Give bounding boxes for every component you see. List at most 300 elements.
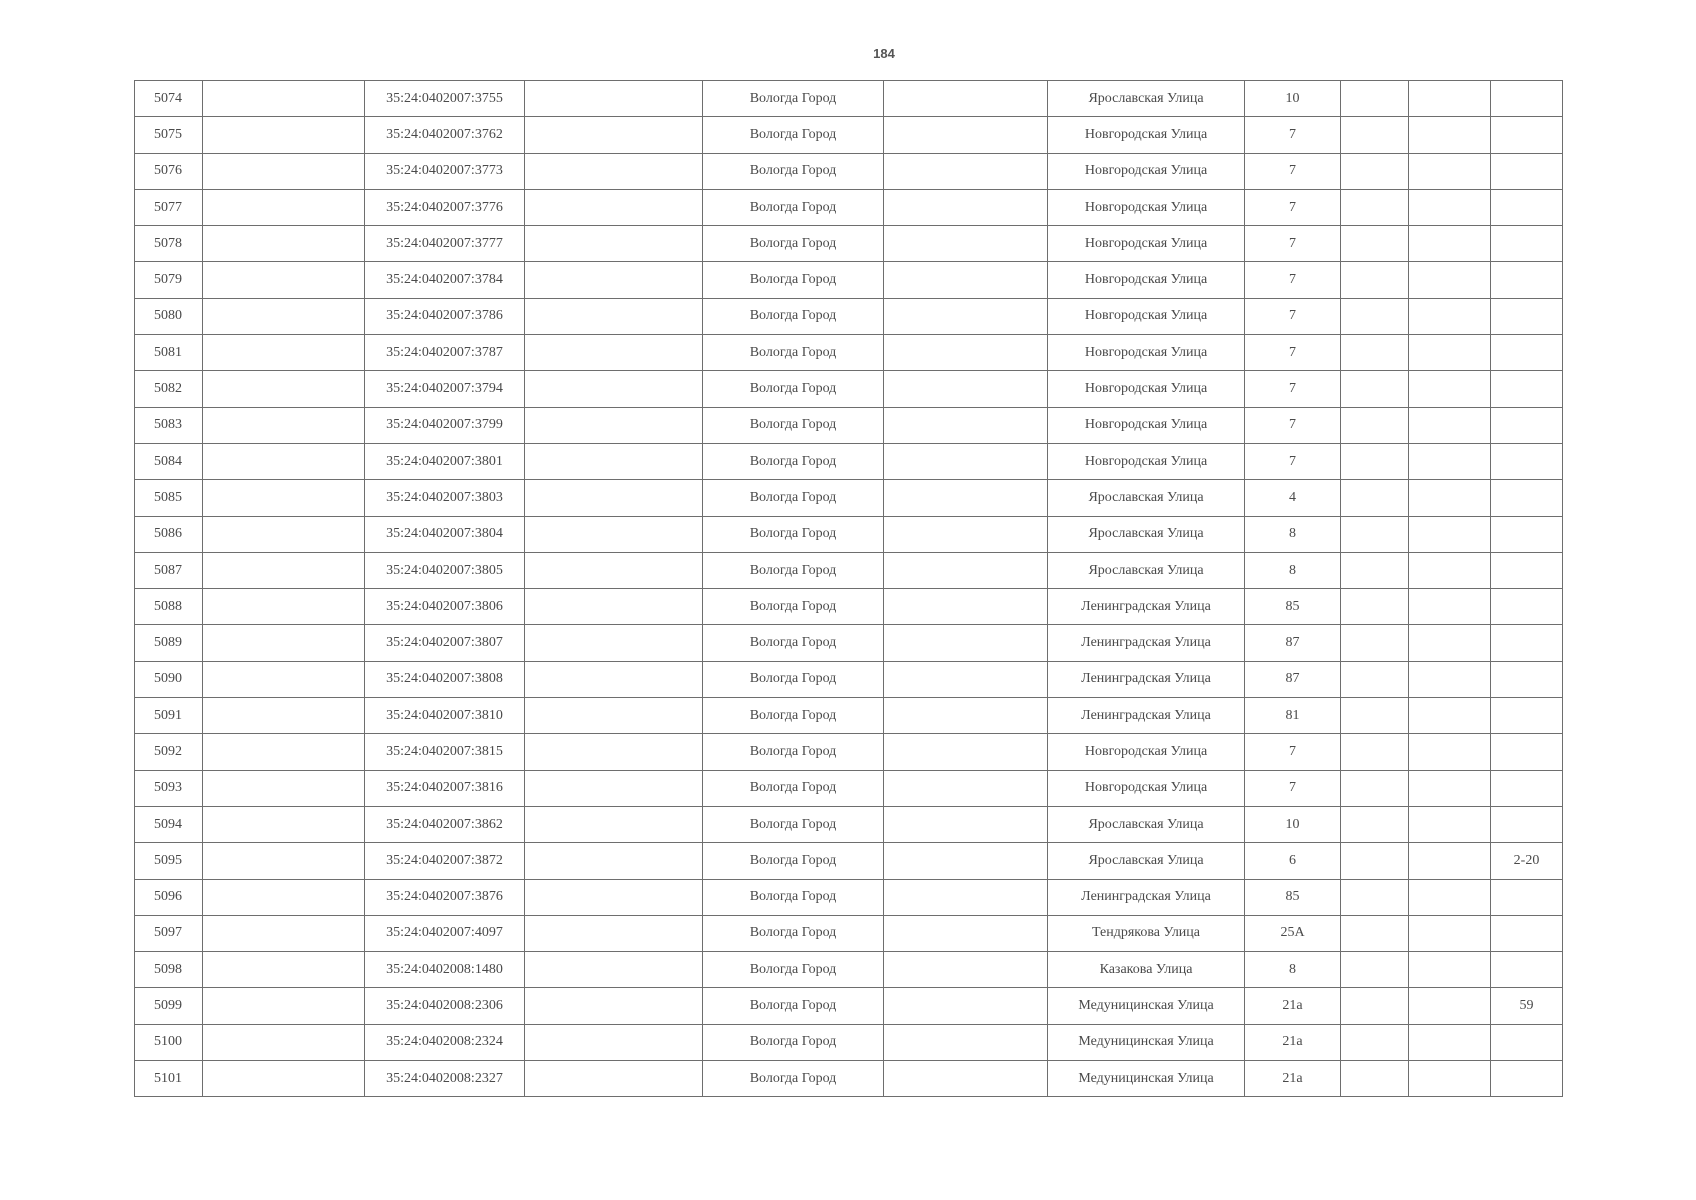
cell-empty xyxy=(1409,189,1491,225)
cell-empty xyxy=(525,843,703,879)
cell-row-number: 5090 xyxy=(135,661,203,697)
cell-row-number: 5088 xyxy=(135,589,203,625)
cell-cadastral-number: 35:24:0402007:3816 xyxy=(365,770,525,806)
cell-street: Новгородская Улица xyxy=(1048,371,1245,407)
cell-row-number: 5083 xyxy=(135,407,203,443)
cell-city: Вологда Город xyxy=(703,516,884,552)
cell-street: Ленинградская Улица xyxy=(1048,879,1245,915)
cell-house: 10 xyxy=(1245,806,1341,842)
cell-apartment xyxy=(1491,189,1563,225)
cell-row-number: 5096 xyxy=(135,879,203,915)
cell-street: Ленинградская Улица xyxy=(1048,698,1245,734)
cell-house: 4 xyxy=(1245,480,1341,516)
cell-city: Вологда Город xyxy=(703,81,884,117)
cell-empty xyxy=(1409,770,1491,806)
table-row xyxy=(135,117,1563,153)
cell-empty xyxy=(1409,371,1491,407)
cell-apartment xyxy=(1491,806,1563,842)
cell-house: 8 xyxy=(1245,952,1341,988)
cell-apartment xyxy=(1491,262,1563,298)
table-row xyxy=(135,262,1563,298)
cell-empty xyxy=(525,81,703,117)
cell-row-number: 5097 xyxy=(135,915,203,951)
cell-street: Тендрякова Улица xyxy=(1048,915,1245,951)
cell-row-number: 5084 xyxy=(135,443,203,479)
cell-empty xyxy=(1409,661,1491,697)
cell-city: Вологда Город xyxy=(703,770,884,806)
cell-empty xyxy=(525,988,703,1024)
cell-city: Вологда Город xyxy=(703,988,884,1024)
cell-city: Вологда Город xyxy=(703,298,884,334)
table-row xyxy=(135,407,1563,443)
cell-row-number: 5082 xyxy=(135,371,203,407)
cell-apartment xyxy=(1491,952,1563,988)
cell-empty xyxy=(203,770,365,806)
cell-empty xyxy=(525,915,703,951)
cell-empty xyxy=(884,952,1048,988)
cell-empty xyxy=(1341,117,1409,153)
cell-empty xyxy=(884,153,1048,189)
cell-cadastral-number: 35:24:0402007:3872 xyxy=(365,843,525,879)
cell-empty xyxy=(525,879,703,915)
cell-empty xyxy=(1409,915,1491,951)
cell-empty xyxy=(1341,806,1409,842)
cell-house: 85 xyxy=(1245,589,1341,625)
cell-empty xyxy=(1341,625,1409,661)
cell-apartment xyxy=(1491,117,1563,153)
cell-empty xyxy=(203,117,365,153)
cell-cadastral-number: 35:24:0402007:3786 xyxy=(365,298,525,334)
cell-city: Вологда Город xyxy=(703,226,884,262)
cell-city: Вологда Город xyxy=(703,734,884,770)
cell-empty xyxy=(1409,698,1491,734)
table-row xyxy=(135,371,1563,407)
cell-empty xyxy=(1409,226,1491,262)
cell-empty xyxy=(1409,1061,1491,1097)
cell-street: Медуницинская Улица xyxy=(1048,1061,1245,1097)
cell-empty xyxy=(1409,879,1491,915)
cell-empty xyxy=(203,806,365,842)
cell-empty xyxy=(1341,189,1409,225)
cell-empty xyxy=(884,516,1048,552)
cell-empty xyxy=(1409,589,1491,625)
table-row xyxy=(135,806,1563,842)
cell-empty xyxy=(1341,988,1409,1024)
cell-cadastral-number: 35:24:0402007:3803 xyxy=(365,480,525,516)
cell-apartment xyxy=(1491,770,1563,806)
cell-empty xyxy=(203,226,365,262)
cell-house: 87 xyxy=(1245,661,1341,697)
cell-apartment xyxy=(1491,81,1563,117)
cell-empty xyxy=(203,81,365,117)
cell-empty xyxy=(1409,81,1491,117)
table-row xyxy=(135,552,1563,588)
cell-apartment xyxy=(1491,298,1563,334)
cell-empty xyxy=(1341,734,1409,770)
cell-apartment xyxy=(1491,915,1563,951)
cell-house: 7 xyxy=(1245,335,1341,371)
cell-empty xyxy=(1409,443,1491,479)
cell-city: Вологда Город xyxy=(703,1024,884,1060)
cell-empty xyxy=(203,843,365,879)
cell-empty xyxy=(1341,226,1409,262)
cell-cadastral-number: 35:24:0402007:3777 xyxy=(365,226,525,262)
cell-empty xyxy=(884,770,1048,806)
table-row xyxy=(135,770,1563,806)
cell-apartment xyxy=(1491,443,1563,479)
cell-apartment xyxy=(1491,552,1563,588)
cell-empty xyxy=(884,81,1048,117)
cell-empty xyxy=(1409,625,1491,661)
cell-house: 7 xyxy=(1245,262,1341,298)
cell-city: Вологда Город xyxy=(703,879,884,915)
cell-cadastral-number: 35:24:0402007:3805 xyxy=(365,552,525,588)
cell-house: 8 xyxy=(1245,552,1341,588)
cell-cadastral-number: 35:24:0402007:3806 xyxy=(365,589,525,625)
cell-cadastral-number: 35:24:0402007:3794 xyxy=(365,371,525,407)
cell-house: 21а xyxy=(1245,988,1341,1024)
cell-empty xyxy=(203,298,365,334)
cell-empty xyxy=(884,262,1048,298)
cell-row-number: 5089 xyxy=(135,625,203,661)
cell-empty xyxy=(1341,443,1409,479)
cell-empty xyxy=(884,407,1048,443)
cell-apartment xyxy=(1491,335,1563,371)
cell-street: Ярославская Улица xyxy=(1048,843,1245,879)
cell-empty xyxy=(525,698,703,734)
register-table xyxy=(134,80,1563,1097)
cell-empty xyxy=(203,1061,365,1097)
cell-empty xyxy=(525,480,703,516)
cell-house: 7 xyxy=(1245,407,1341,443)
cell-house: 21а xyxy=(1245,1061,1341,1097)
cell-street: Ленинградская Улица xyxy=(1048,589,1245,625)
cell-empty xyxy=(1341,552,1409,588)
cell-row-number: 5080 xyxy=(135,298,203,334)
cell-empty xyxy=(525,516,703,552)
cell-house: 21а xyxy=(1245,1024,1341,1060)
cell-empty xyxy=(1409,843,1491,879)
table-row xyxy=(135,843,1563,879)
cell-cadastral-number: 35:24:0402007:3815 xyxy=(365,734,525,770)
cell-empty xyxy=(525,153,703,189)
table-row xyxy=(135,1061,1563,1097)
cell-empty xyxy=(884,625,1048,661)
cell-cadastral-number: 35:24:0402007:3807 xyxy=(365,625,525,661)
cell-street: Ярославская Улица xyxy=(1048,806,1245,842)
cell-house: 81 xyxy=(1245,698,1341,734)
cell-apartment: 2-20 xyxy=(1491,843,1563,879)
cell-city: Вологда Город xyxy=(703,589,884,625)
cell-empty xyxy=(884,843,1048,879)
cell-city: Вологда Город xyxy=(703,552,884,588)
cell-apartment xyxy=(1491,226,1563,262)
cell-house: 7 xyxy=(1245,298,1341,334)
cell-city: Вологда Город xyxy=(703,1061,884,1097)
cell-cadastral-number: 35:24:0402007:3784 xyxy=(365,262,525,298)
cell-empty xyxy=(884,661,1048,697)
cell-row-number: 5092 xyxy=(135,734,203,770)
cell-city: Вологда Город xyxy=(703,806,884,842)
cell-city: Вологда Город xyxy=(703,407,884,443)
cell-empty xyxy=(203,879,365,915)
cell-city: Вологда Город xyxy=(703,371,884,407)
table-row xyxy=(135,988,1563,1024)
cell-empty xyxy=(1341,879,1409,915)
cell-empty xyxy=(525,1061,703,1097)
cell-apartment xyxy=(1491,1061,1563,1097)
cell-cadastral-number: 35:24:0402008:2306 xyxy=(365,988,525,1024)
cell-empty xyxy=(525,371,703,407)
cell-cadastral-number: 35:24:0402007:3799 xyxy=(365,407,525,443)
cell-apartment: 59 xyxy=(1491,988,1563,1024)
cell-empty xyxy=(1341,843,1409,879)
cell-empty xyxy=(525,298,703,334)
table-row xyxy=(135,589,1563,625)
cell-empty xyxy=(525,770,703,806)
cell-row-number: 5087 xyxy=(135,552,203,588)
cell-empty xyxy=(1341,480,1409,516)
register-body xyxy=(135,81,1563,1097)
cell-empty xyxy=(884,879,1048,915)
cell-house: 85 xyxy=(1245,879,1341,915)
cell-house: 7 xyxy=(1245,734,1341,770)
cell-city: Вологда Город xyxy=(703,443,884,479)
cell-empty xyxy=(1341,153,1409,189)
cell-street: Ярославская Улица xyxy=(1048,81,1245,117)
table-row xyxy=(135,1024,1563,1060)
cell-empty xyxy=(884,806,1048,842)
cell-empty xyxy=(884,298,1048,334)
cell-empty xyxy=(884,589,1048,625)
cell-cadastral-number: 35:24:0402007:3876 xyxy=(365,879,525,915)
cell-empty xyxy=(1341,81,1409,117)
cell-apartment xyxy=(1491,734,1563,770)
cell-empty xyxy=(884,1024,1048,1060)
cell-city: Вологда Город xyxy=(703,698,884,734)
cell-street: Новгородская Улица xyxy=(1048,734,1245,770)
cell-empty xyxy=(1341,1061,1409,1097)
cell-row-number: 5075 xyxy=(135,117,203,153)
cell-empty xyxy=(1409,952,1491,988)
cell-empty xyxy=(1409,407,1491,443)
cell-empty xyxy=(203,516,365,552)
cell-row-number: 5085 xyxy=(135,480,203,516)
table-row xyxy=(135,879,1563,915)
cell-empty xyxy=(203,661,365,697)
cell-street: Новгородская Улица xyxy=(1048,153,1245,189)
cell-empty xyxy=(1409,117,1491,153)
cell-cadastral-number: 35:24:0402008:2327 xyxy=(365,1061,525,1097)
cell-row-number: 5074 xyxy=(135,81,203,117)
cell-empty xyxy=(884,189,1048,225)
cell-empty xyxy=(525,226,703,262)
cell-apartment xyxy=(1491,371,1563,407)
cell-empty xyxy=(525,117,703,153)
cell-empty xyxy=(203,698,365,734)
cell-cadastral-number: 35:24:0402007:3787 xyxy=(365,335,525,371)
cell-empty xyxy=(1341,770,1409,806)
cell-empty xyxy=(525,661,703,697)
cell-cadastral-number: 35:24:0402008:2324 xyxy=(365,1024,525,1060)
cell-empty xyxy=(884,117,1048,153)
table-row xyxy=(135,516,1563,552)
cell-empty xyxy=(884,371,1048,407)
cell-house: 10 xyxy=(1245,81,1341,117)
cell-empty xyxy=(1409,1024,1491,1060)
table-row xyxy=(135,952,1563,988)
cell-empty xyxy=(525,625,703,661)
cell-house: 7 xyxy=(1245,371,1341,407)
cell-row-number: 5093 xyxy=(135,770,203,806)
cell-house: 7 xyxy=(1245,770,1341,806)
cell-empty xyxy=(1409,552,1491,588)
cell-apartment xyxy=(1491,480,1563,516)
cell-street: Новгородская Улица xyxy=(1048,335,1245,371)
cell-empty xyxy=(525,806,703,842)
cell-apartment xyxy=(1491,625,1563,661)
cell-empty xyxy=(525,589,703,625)
cell-row-number: 5101 xyxy=(135,1061,203,1097)
cell-empty xyxy=(1341,516,1409,552)
cell-empty xyxy=(525,734,703,770)
cell-empty xyxy=(884,915,1048,951)
cell-house: 25А xyxy=(1245,915,1341,951)
cell-empty xyxy=(203,625,365,661)
cell-empty xyxy=(525,1024,703,1060)
cell-empty xyxy=(203,915,365,951)
cell-empty xyxy=(1341,298,1409,334)
cell-row-number: 5098 xyxy=(135,952,203,988)
cell-apartment xyxy=(1491,407,1563,443)
cell-empty xyxy=(1341,698,1409,734)
cell-empty xyxy=(203,1024,365,1060)
cell-apartment xyxy=(1491,589,1563,625)
cell-cadastral-number: 35:24:0402007:3755 xyxy=(365,81,525,117)
table-row xyxy=(135,226,1563,262)
cell-street: Ленинградская Улица xyxy=(1048,661,1245,697)
cell-street: Новгородская Улица xyxy=(1048,262,1245,298)
table-row xyxy=(135,734,1563,770)
cell-house: 8 xyxy=(1245,516,1341,552)
cell-street: Новгородская Улица xyxy=(1048,189,1245,225)
cell-empty xyxy=(1341,915,1409,951)
cell-empty xyxy=(203,952,365,988)
cell-city: Вологда Город xyxy=(703,843,884,879)
cell-street: Новгородская Улица xyxy=(1048,407,1245,443)
cell-empty xyxy=(203,407,365,443)
cell-empty xyxy=(884,443,1048,479)
table-row xyxy=(135,443,1563,479)
table-row xyxy=(135,661,1563,697)
cell-row-number: 5081 xyxy=(135,335,203,371)
table-row xyxy=(135,915,1563,951)
cell-street: Ленинградская Улица xyxy=(1048,625,1245,661)
cell-cadastral-number: 35:24:0402007:3804 xyxy=(365,516,525,552)
cell-row-number: 5076 xyxy=(135,153,203,189)
cell-city: Вологда Город xyxy=(703,189,884,225)
cell-row-number: 5078 xyxy=(135,226,203,262)
cell-empty xyxy=(1409,806,1491,842)
cell-empty xyxy=(203,734,365,770)
cell-empty xyxy=(203,988,365,1024)
cell-empty xyxy=(203,589,365,625)
cell-empty xyxy=(203,262,365,298)
cell-street: Новгородская Улица xyxy=(1048,117,1245,153)
cell-house: 6 xyxy=(1245,843,1341,879)
cell-empty xyxy=(203,371,365,407)
cell-row-number: 5100 xyxy=(135,1024,203,1060)
cell-empty xyxy=(884,552,1048,588)
cell-street: Ярославская Улица xyxy=(1048,552,1245,588)
page-number: 184 xyxy=(873,46,895,61)
cell-empty xyxy=(1409,516,1491,552)
cell-apartment xyxy=(1491,1024,1563,1060)
cell-empty xyxy=(525,262,703,298)
cell-apartment xyxy=(1491,661,1563,697)
cell-empty xyxy=(1341,589,1409,625)
cell-empty xyxy=(203,153,365,189)
cell-cadastral-number: 35:24:0402007:3801 xyxy=(365,443,525,479)
cell-empty xyxy=(203,189,365,225)
cell-empty xyxy=(884,698,1048,734)
cell-empty xyxy=(1409,153,1491,189)
cell-cadastral-number: 35:24:0402007:3776 xyxy=(365,189,525,225)
table-row xyxy=(135,698,1563,734)
cell-street: Ярославская Улица xyxy=(1048,480,1245,516)
cell-street: Ярославская Улица xyxy=(1048,516,1245,552)
cell-empty xyxy=(884,335,1048,371)
cell-city: Вологда Город xyxy=(703,335,884,371)
cell-empty xyxy=(1409,262,1491,298)
table-row xyxy=(135,153,1563,189)
cell-empty xyxy=(525,952,703,988)
cell-city: Вологда Город xyxy=(703,480,884,516)
cell-empty xyxy=(1341,262,1409,298)
cell-street: Новгородская Улица xyxy=(1048,226,1245,262)
cell-cadastral-number: 35:24:0402007:3810 xyxy=(365,698,525,734)
cell-house: 87 xyxy=(1245,625,1341,661)
cell-empty xyxy=(1341,335,1409,371)
cell-empty xyxy=(1409,298,1491,334)
cell-street: Новгородская Улица xyxy=(1048,770,1245,806)
cell-house: 7 xyxy=(1245,153,1341,189)
cell-row-number: 5095 xyxy=(135,843,203,879)
cell-city: Вологда Город xyxy=(703,661,884,697)
table-row xyxy=(135,298,1563,334)
cell-house: 7 xyxy=(1245,226,1341,262)
cell-empty xyxy=(203,480,365,516)
cell-apartment xyxy=(1491,698,1563,734)
table-row xyxy=(135,480,1563,516)
cell-apartment xyxy=(1491,516,1563,552)
cell-cadastral-number: 35:24:0402007:3762 xyxy=(365,117,525,153)
cell-cadastral-number: 35:24:0402007:3862 xyxy=(365,806,525,842)
cell-row-number: 5094 xyxy=(135,806,203,842)
cell-empty xyxy=(203,335,365,371)
cell-row-number: 5091 xyxy=(135,698,203,734)
cell-city: Вологда Город xyxy=(703,153,884,189)
cell-empty xyxy=(1341,661,1409,697)
cell-empty xyxy=(525,189,703,225)
cell-apartment xyxy=(1491,879,1563,915)
cell-city: Вологда Город xyxy=(703,952,884,988)
table-row xyxy=(135,335,1563,371)
cell-empty xyxy=(525,335,703,371)
cell-empty xyxy=(884,480,1048,516)
cell-cadastral-number: 35:24:0402008:1480 xyxy=(365,952,525,988)
cell-empty xyxy=(884,734,1048,770)
